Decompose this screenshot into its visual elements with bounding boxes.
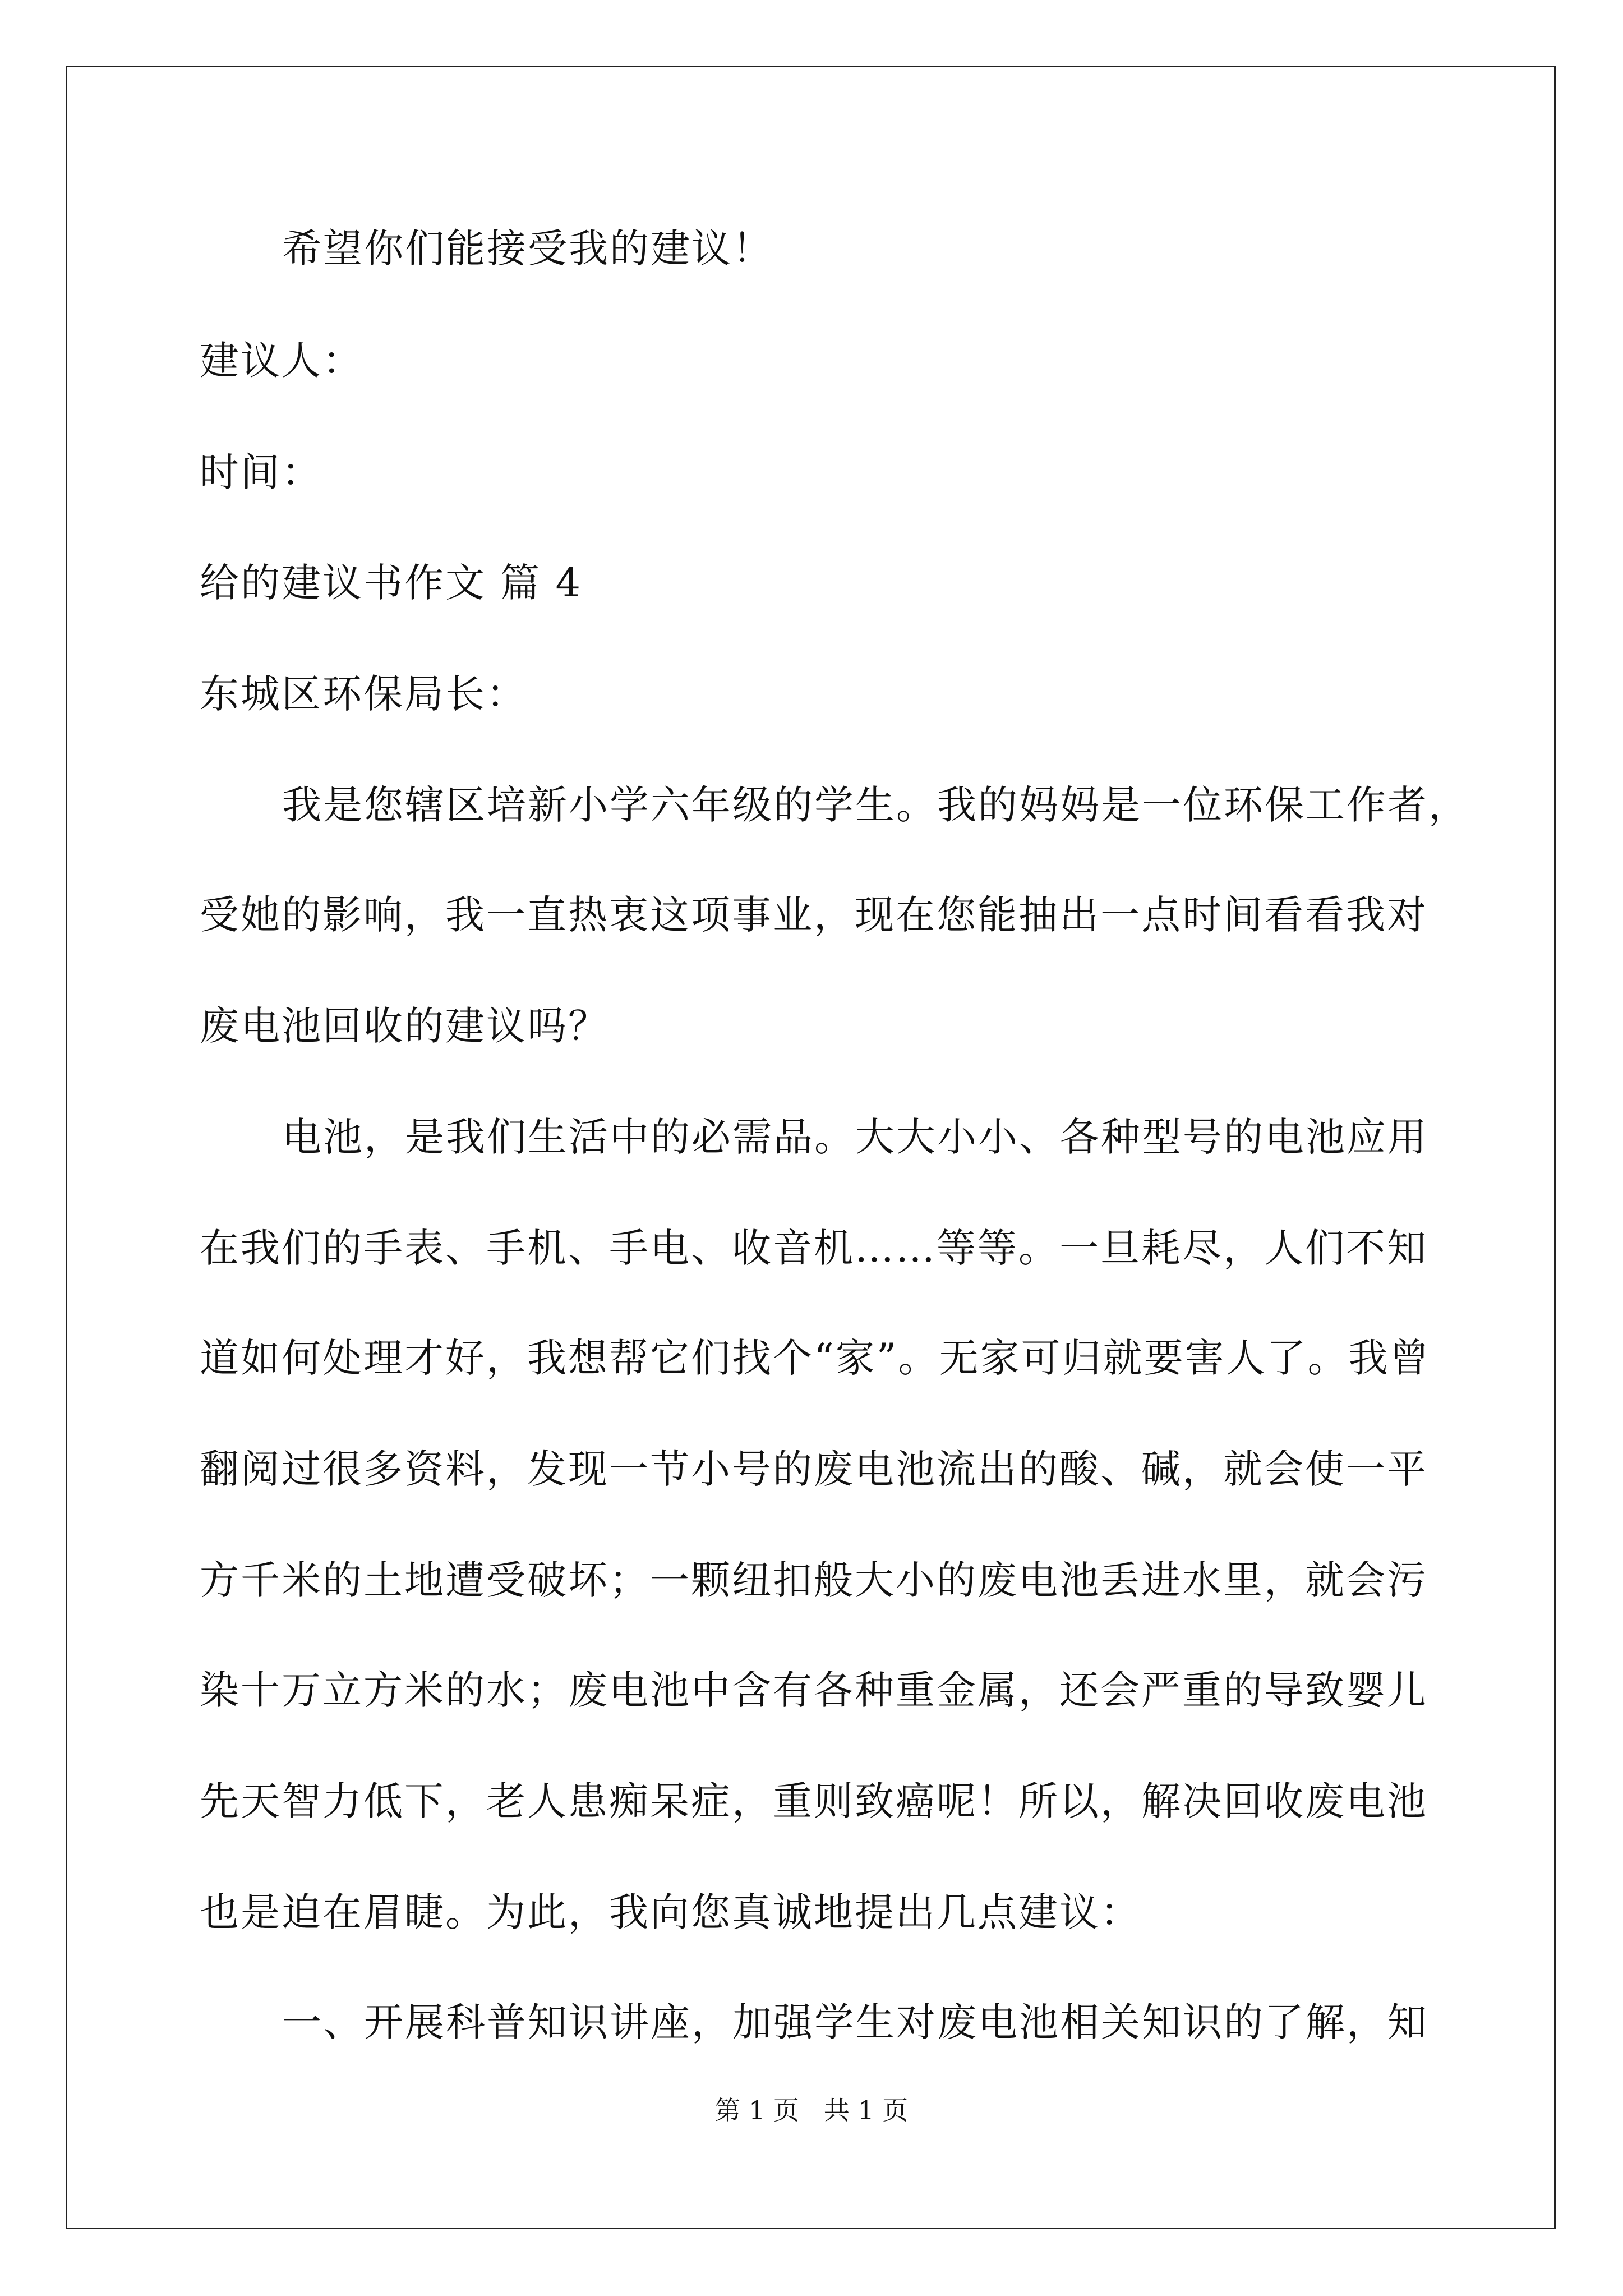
closing-wish: 希望你们能接受我的建议！ bbox=[282, 226, 773, 272]
section-heading: 给的建议书作文 篇 4 bbox=[200, 560, 583, 606]
paragraph-line: 染十万立方米的水；废电池中含有各种重金属，还会严重的导致婴儿 bbox=[200, 1667, 1428, 1713]
paragraph-line: 道如何处理才好，我想帮它们找个“家”。无家可归就要害人了。我曾 bbox=[200, 1335, 1431, 1381]
salutation: 东城区环保局长： bbox=[200, 671, 527, 717]
signature-date: 时间： bbox=[200, 449, 322, 495]
signature-proposer: 建议人： bbox=[200, 338, 363, 384]
paragraph-line: 在我们的手表、手机、手电、收音机……等等。一旦耗尽，人们不知 bbox=[200, 1225, 1428, 1271]
paragraph-line: 我是您辖区培新小学六年级的学生。我的妈妈是一位环保工作者， bbox=[282, 782, 1469, 828]
page-footer: 第 1 页 共 1 页 bbox=[714, 2095, 909, 2125]
paragraph-line: 翻阅过很多资料，发现一节小号的废电池流出的酸、碱，就会使一平 bbox=[200, 1446, 1428, 1492]
paragraph-line: 一、开展科普知识讲座，加强学生对废电池相关知识的了解，知 bbox=[282, 1999, 1428, 2045]
paragraph-line: 方千米的土地遭受破坏；一颗纽扣般大小的废电池丢进水里，就会污 bbox=[200, 1557, 1428, 1603]
paragraph-line: 先天智力低下，老人患痴呆症，重则致癌呢！所以，解决回收废电池 bbox=[200, 1778, 1428, 1824]
paragraph-line: 受她的影响，我一直热衷这项事业，现在您能抽出一点时间看看我对 bbox=[200, 892, 1428, 938]
paragraph-line: 电池，是我们生活中的必需品。大大小小、各种型号的电池应用 bbox=[282, 1114, 1428, 1160]
paragraph-line: 废电池回收的建议吗？ bbox=[200, 1003, 609, 1049]
paragraph-line: 也是迫在眉睫。为此，我向您真诚地提出几点建议： bbox=[200, 1889, 1141, 1935]
